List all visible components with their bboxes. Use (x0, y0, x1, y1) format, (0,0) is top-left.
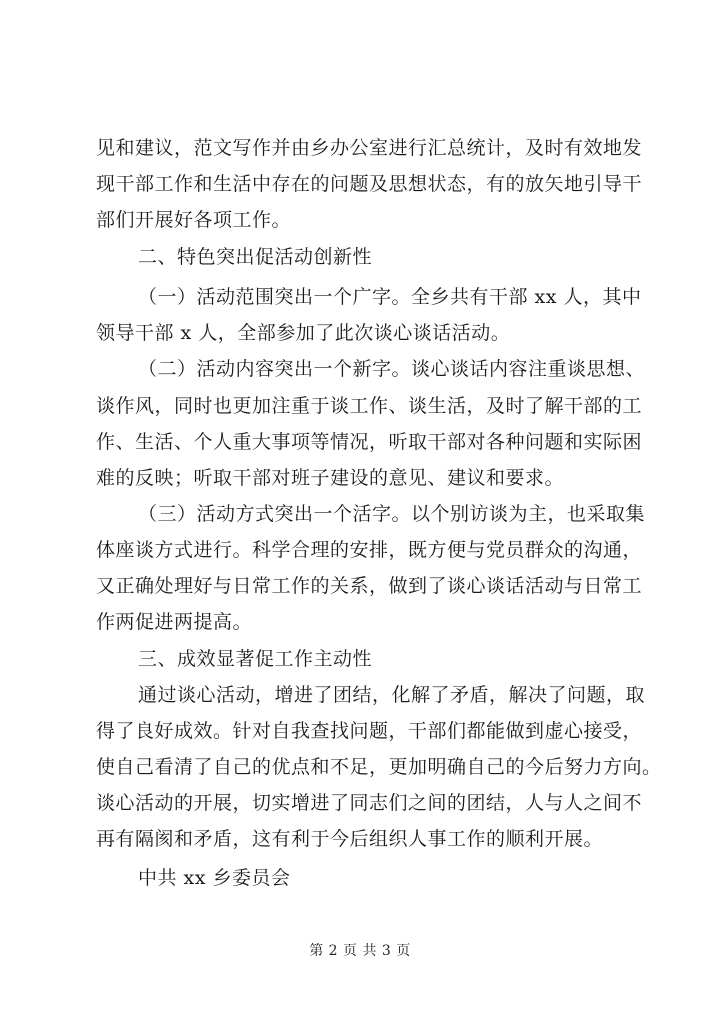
paragraph-line: 领导干部 x 人，全部参加了此次谈心谈话活动。 (96, 322, 511, 344)
paragraph-line: 部们开展好各项工作。 (96, 209, 292, 231)
signature-line: 中共 xx 乡委员会 (138, 867, 291, 889)
paragraph-line: 谈作风，同时也更加注重于谈工作、谈生活，及时了解干部的工 (96, 395, 643, 417)
paragraph-line: 通过谈心活动，增进了团结，化解了矛盾，解决了问题，取 (138, 684, 646, 706)
paragraph-line: 见和建议，范文写作并由乡办公室进行汇总统计，及时有效地发 (96, 137, 643, 159)
paragraph-line: 现干部工作和生活中存在的问题及思想状态，有的放矢地引导干 (96, 173, 643, 195)
section-heading-2: 二、特色突出促活动创新性 (138, 246, 373, 268)
paragraph-line: 又正确处理好与日常工作的关系，做到了谈心谈话活动与日常工 (96, 575, 643, 597)
paragraph-line: 得了良好成效。针对自我查找问题，干部们都能做到虚心接受， (96, 720, 643, 742)
paragraph-line: 谈心活动的开展，切实增进了同志们之间的团结，人与人之间不 (96, 792, 643, 814)
paragraph-line: 难的反映；听取干部对班子建设的意见、建议和要求。 (96, 467, 565, 489)
paragraph-line: 体座谈方式进行。科学合理的安排，既方便与党员群众的沟通， (96, 539, 643, 561)
paragraph-line: 作、生活、个人重大事项等情况，听取干部对各种问题和实际困 (96, 431, 643, 453)
paragraph-line: （三）活动方式突出一个活字。以个别访谈为主，也采取集 (138, 503, 646, 525)
paragraph-line: 再有隔阂和矛盾，这有利于今后组织人事工作的顺利开展。 (96, 828, 604, 850)
paragraph-line: 使自己看清了自己的优点和不足，更加明确自己的今后努力方向。 (96, 756, 662, 778)
paragraph-line: （一）活动范围突出一个广字。全乡共有干部 xx 人，其中 (138, 286, 642, 308)
page-number-footer: 第 2 页 共 3 页 (309, 943, 411, 959)
paragraph-line: （二）活动内容突出一个新字。谈心谈话内容注重谈思想、 (138, 358, 646, 380)
paragraph-line: 作两促进两提高。 (96, 611, 253, 633)
section-heading-3: 三、成效显著促工作主动性 (138, 648, 373, 670)
